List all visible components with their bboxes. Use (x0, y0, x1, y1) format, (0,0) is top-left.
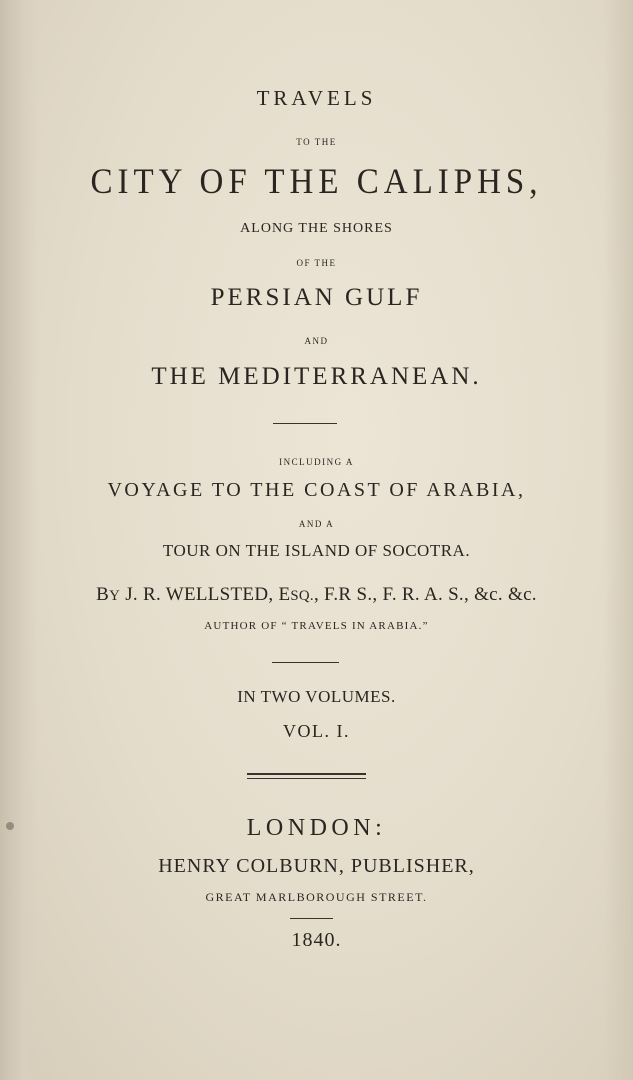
byline-credentials: , F.R S., F. R. A. S., &c. &c. (313, 584, 537, 605)
subtitle-including-a: INCLUDING A (279, 457, 354, 467)
byline-by-rest: Y (109, 588, 121, 604)
imprint-city: LONDON: (246, 815, 387, 841)
double-rule-top (247, 773, 366, 775)
imprint-street: GREAT MARLBOROUGH STREET. (205, 890, 428, 904)
divider-rule (273, 423, 337, 424)
title-to-the: TO THE (296, 137, 337, 147)
title-persian-gulf: PERSIAN GULF (210, 284, 423, 311)
subtitle-and-a: AND A (298, 519, 335, 529)
subtitle-voyage: VOYAGE TO THE COAST OF ARABIA, (107, 479, 526, 501)
volumes-line: IN TWO VOLUMES. (237, 687, 396, 706)
title-of-the: OF THE (296, 258, 337, 268)
title-travels: TRAVELS (256, 86, 377, 110)
divider-rule (272, 662, 339, 663)
byline-by-cap: B (96, 584, 110, 605)
title-along-the-shores: ALONG THE SHORES (240, 221, 393, 236)
title-the-mediterranean: THE MEDITERRANEAN. (151, 363, 482, 390)
byline-author-name: J. R. WELLSTED, (125, 584, 274, 605)
double-rule-bottom (247, 778, 366, 779)
imprint-publisher: HENRY COLBURN, PUBLISHER, (158, 855, 475, 877)
imprint-year: 1840. (291, 929, 342, 951)
divider-rule (290, 918, 333, 919)
title-city-of-the-caliphs: CITY OF THE CALIPHS, (90, 162, 543, 202)
volume-number: VOL. I. (283, 721, 350, 741)
title-and: AND (304, 336, 329, 346)
author-byline (0, 584, 633, 606)
author-of-line: AUTHOR OF “ TRAVELS IN ARABIA.” (204, 620, 429, 632)
byline-esq-rest: SQ. (290, 588, 314, 604)
subtitle-tour: TOUR ON THE ISLAND OF SOCOTRA. (162, 541, 471, 560)
byline-esq-cap: E (278, 584, 291, 605)
